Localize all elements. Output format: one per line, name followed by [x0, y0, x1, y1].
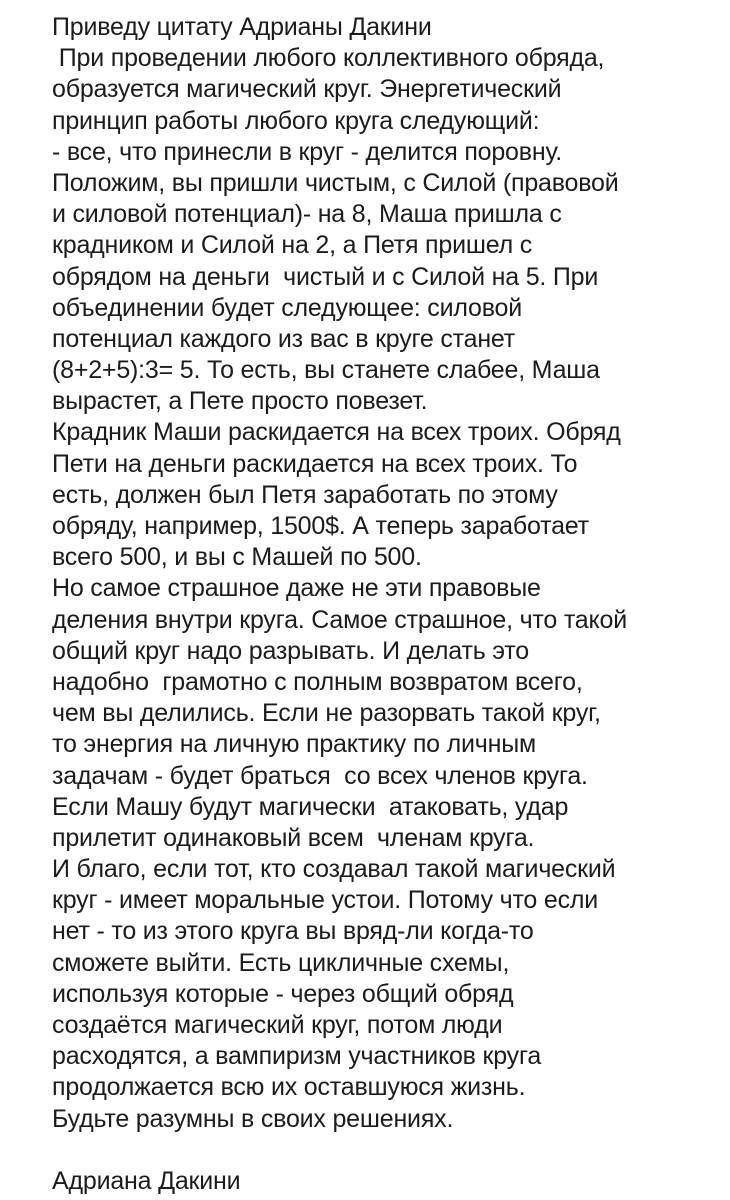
text-line: (8+2+5):3= 5. То есть, вы станете слабее, Маша: [52, 356, 600, 385]
text-line: Но самое страшное даже не эти правовые: [52, 574, 541, 603]
text-line: Положим, вы пришли чистым, с Силой (правовой: [52, 168, 619, 197]
text-line: Если Машу будут магически атаковать, удар: [52, 792, 569, 821]
text-line: надобно грамотно с полным возвратом всего,: [52, 667, 583, 696]
text-line: и силовой потенциал)- на 8, Маша пришла с: [52, 200, 562, 229]
text-line: обрядом на деньги чистый и с Силой на 5. При: [52, 262, 599, 291]
text-line: принцип работы любого круга следующий:: [52, 106, 540, 135]
text-line: сможете выйти. Есть цикличные схемы,: [52, 948, 510, 977]
text-line: создаётся магический круг, потом люди: [52, 1011, 503, 1039]
text-line: есть, должен был Петя заработать по этому: [52, 480, 558, 509]
text-line: Крадник Маши раскидается на всех троих. Обряд: [52, 418, 621, 447]
text-line: вырастет, а Пете просто повезет.: [52, 387, 428, 416]
blank-line: [52, 1135, 722, 1166]
text-line: то энергия на личную практику по личным: [52, 730, 536, 759]
text-line: обряду, например, 1500$. А теперь заработает: [52, 512, 589, 540]
text-line: потенциал каждого из вас в круге станет: [52, 324, 516, 353]
text-line: прилетит одинаковый всем членам круга.: [52, 823, 535, 852]
text-line: продолжается всю их оставшуюся жизнь.: [52, 1073, 526, 1102]
text-line: задачам - будет браться со всех членов круга.: [52, 761, 588, 790]
text-line: деления внутри круга. Самое страшное, что такой: [52, 605, 627, 634]
text-line: чем вы делились. Если не разорвать такой круг,: [52, 699, 601, 728]
text-line: круг - имеет моральные устои. Потому что если: [52, 886, 599, 915]
text-line: крадником и Силой на 2, а Петя пришел с: [52, 231, 533, 260]
author-signature: Адриана Дакини: [52, 1166, 241, 1195]
text-line: образуется магический круг. Энергетический: [52, 75, 562, 104]
quote-text-block: [52, 12, 722, 1197]
text-line: объединении будет следующее: силовой: [52, 293, 522, 322]
text-line: Приведу цитату Адрианы Дакини: [52, 13, 432, 41]
text-line: нет - то из этого круга вы вряд-ли когда-то: [52, 917, 534, 946]
text-line: Пети на деньги раскидается на всех троих. То: [52, 449, 578, 478]
text-line: расходятся, а вампиризм участников круга: [52, 1042, 542, 1071]
text-line: общий круг надо разрывать. И делать это: [52, 636, 529, 665]
text-line: - все, что принесли в круг - делится поровну.: [52, 137, 562, 166]
text-line: всего 500, и вы с Машей по 500.: [52, 543, 422, 572]
text-line: Будьте разумны в своих решениях.: [52, 1104, 454, 1133]
text-line: используя которые - через общий обряд: [52, 979, 514, 1008]
text-line: При проведении любого коллективного обряда,: [52, 44, 605, 73]
text-line: И благо, если тот, кто создавал такой магический: [52, 855, 616, 884]
